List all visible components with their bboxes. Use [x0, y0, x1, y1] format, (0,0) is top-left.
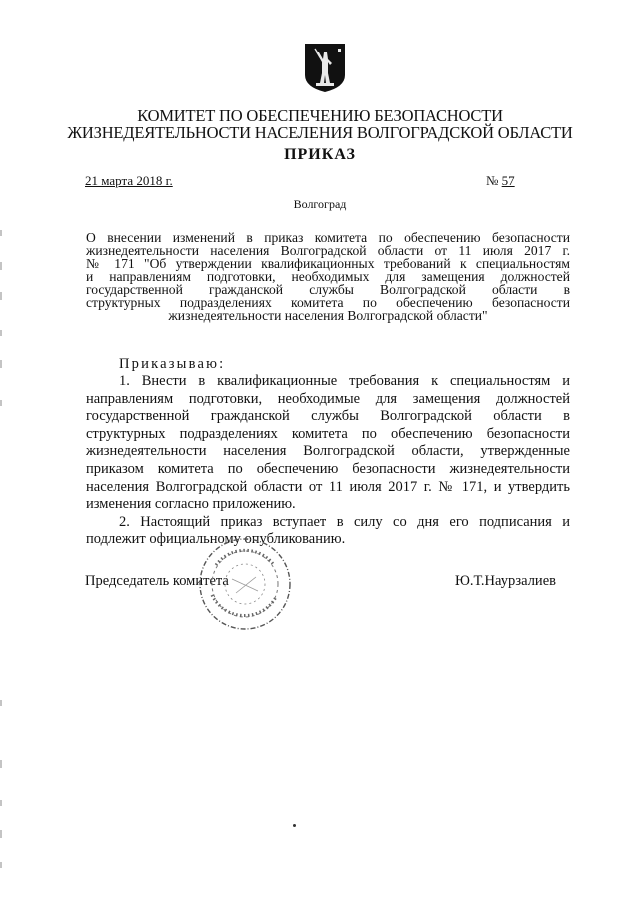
title-line: государственной гражданской службы Волгоградской области в [86, 282, 570, 297]
body-line: приказом комитета по обеспечению безопасности жизнедеятельности [86, 460, 570, 477]
scan-speck [293, 824, 296, 827]
title-line: и направлениям подготовки, необходимых для замещения должностей [86, 269, 570, 284]
number-prefix: № [486, 173, 499, 188]
order-subject-title [86, 231, 570, 322]
document-number [486, 173, 515, 189]
title-line: № 171 "Об утверждении квалификационных требований к специальностям [86, 256, 570, 271]
body-line: населения Волгоградской области от 11 июля 2017 г. № 171, и утвердить [86, 478, 570, 495]
body-line: направлениям подготовки, необходимые для замещения должностей [86, 390, 570, 407]
organization-line-1: КОМИТЕТ ПО ОБЕСПЕЧЕНИЮ БЕЗОПАСНОСТИ [137, 106, 503, 125]
body-line: подлежит официальному опубликованию. [86, 531, 346, 548]
official-stamp [196, 535, 294, 633]
city-name: Волгоград [293, 197, 347, 211]
body-line: 1. Внести в квалификационные требования к специальностям и [119, 373, 570, 389]
document-type-title: ПРИКАЗ [284, 146, 356, 163]
scan-edge-marks [0, 0, 8, 905]
body-line: изменения согласно приложению. [86, 496, 296, 513]
signatory-role: Председатель комитета [85, 573, 229, 589]
body-line: жизнедеятельности населения Волгоградской области, утвержденные [86, 443, 570, 460]
order-body [86, 373, 570, 549]
document-date: 21 марта 2018 г. [85, 173, 173, 188]
body-line: структурных подразделениях комитета по обеспечению безопасности [86, 425, 570, 442]
organization-line-2: ЖИЗНЕДЕЯТЕЛЬНОСТИ НАСЕЛЕНИЯ ВОЛГОГРАДСКОЙ ОБЛАСТИ [67, 123, 573, 142]
coat-of-arms-emblem [304, 43, 346, 93]
body-line: 2. Настоящий приказ вступает в силу со дня его подписания и [119, 513, 570, 530]
body-line: государственной гражданской службы Волгоградской области в [86, 408, 570, 425]
number-value: 57 [501, 173, 515, 188]
signatory-name: Ю.Т.Наурзалиев [455, 573, 556, 589]
title-line: жизнедеятельности населения Волгоградской области от 11 июля 2017 г. [86, 243, 570, 258]
title-line: О внесении изменений в приказ комитета по обеспечению безопасности [86, 230, 570, 245]
order-directive-word: Приказываю: [119, 356, 226, 372]
title-line: жизнедеятельности населения Волгоградской области" [168, 308, 488, 323]
title-line: структурных подразделениях комитета по обеспечению безопасности [86, 295, 570, 310]
